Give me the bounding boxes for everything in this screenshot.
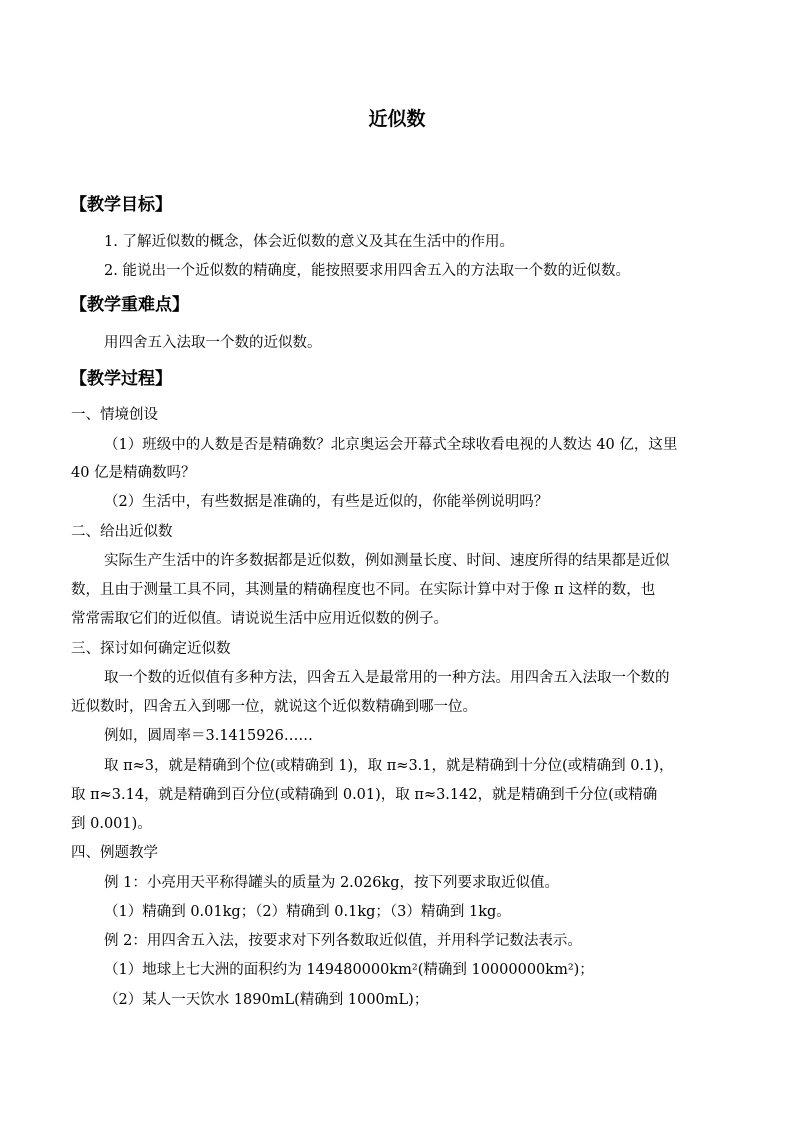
paragraph-line: （1）精确到 0.01kg；（2）精确到 0.1kg；（3）精确到 1kg。 (104, 904, 511, 920)
paragraph-line: 数，且由于测量工具不同，其测量的精确程度也不同。在实际计算中对于像 π 这样的数，也 (71, 582, 656, 598)
section-heading-process: 【教学过程】 (70, 369, 172, 389)
paragraph-line: 取 π≈3，就是精确到个位(或精确到 1)，取 π≈3.1，就是精确到十分位(或精确到 0.1)， (104, 758, 674, 774)
paragraph-line: 近似数时，四舍五入到哪一位，就说这个近似数精确到哪一位。 (71, 699, 477, 715)
paragraph-line: 实际生产生活中的许多数据都是近似数，例如测量长度、时间、速度所得的结果都是近似 (104, 553, 670, 569)
paragraph-line: 取 π≈3.14，就是精确到百分位(或精确到 0.01)，取 π≈3.142，就是精确到千分位(或精确 (71, 787, 658, 803)
paragraph-line: （2）生活中，有些数据是准确的，有些是近似的，你能举例说明吗？ (104, 494, 549, 510)
paragraph-line: （1）班级中的人数是否是精确数？北京奥运会开幕式全球收看电视的人数达 40 亿，这里 (104, 437, 678, 453)
section-heading-key-points: 【教学重难点】 (70, 295, 189, 315)
paragraph-line: 例 2：用四舍五入法，按要求对下列各数取近似值，并用科学记数法表示。 (104, 933, 582, 949)
paragraph-line: （1）地球上七大洲的面积约为 149480000km²(精确到 10000000km²)； (104, 962, 594, 978)
paragraph-line: 常常需取它们的近似值。请说说生活中应用近似数的例子。 (71, 611, 448, 627)
paragraph-line: 例 1：小亮用天平称得罐头的质量为 2.026kg，按下列要求取近似值。 (104, 875, 560, 891)
paragraph-line: 取一个数的近似值有多种方法，四舍五入是最常用的一种方法。用四舍五入法取一个数的 (104, 670, 670, 686)
goal-item: 1. 了解近似数的概念，体会近似数的意义及其在生活中的作用。 (104, 234, 514, 250)
paragraph-line: 例如，圆周率＝3.1415926…… (104, 728, 313, 744)
paragraph-line: 到 0.001)。 (71, 816, 152, 832)
paragraph-line: （2）某人一天饮水 1890mL(精确到 1000mL)； (104, 992, 429, 1008)
part-heading: 一、情境创设 (71, 407, 158, 423)
key-point-text: 用四舍五入法取一个数的近似数。 (104, 335, 322, 351)
part-heading: 二、给出近似数 (71, 524, 173, 540)
goal-item: 2. 能说出一个近似数的精确度，能按照要求用四舍五入的方法取一个数的近似数。 (104, 263, 630, 279)
section-heading-goals: 【教学目标】 (70, 195, 172, 215)
part-heading: 三、探讨如何确定近似数 (71, 641, 231, 657)
part-heading: 四、例题教学 (71, 845, 158, 861)
page-title: 近似数 (368, 108, 426, 130)
paragraph-line: 40 亿是精确数吗？ (71, 465, 196, 481)
